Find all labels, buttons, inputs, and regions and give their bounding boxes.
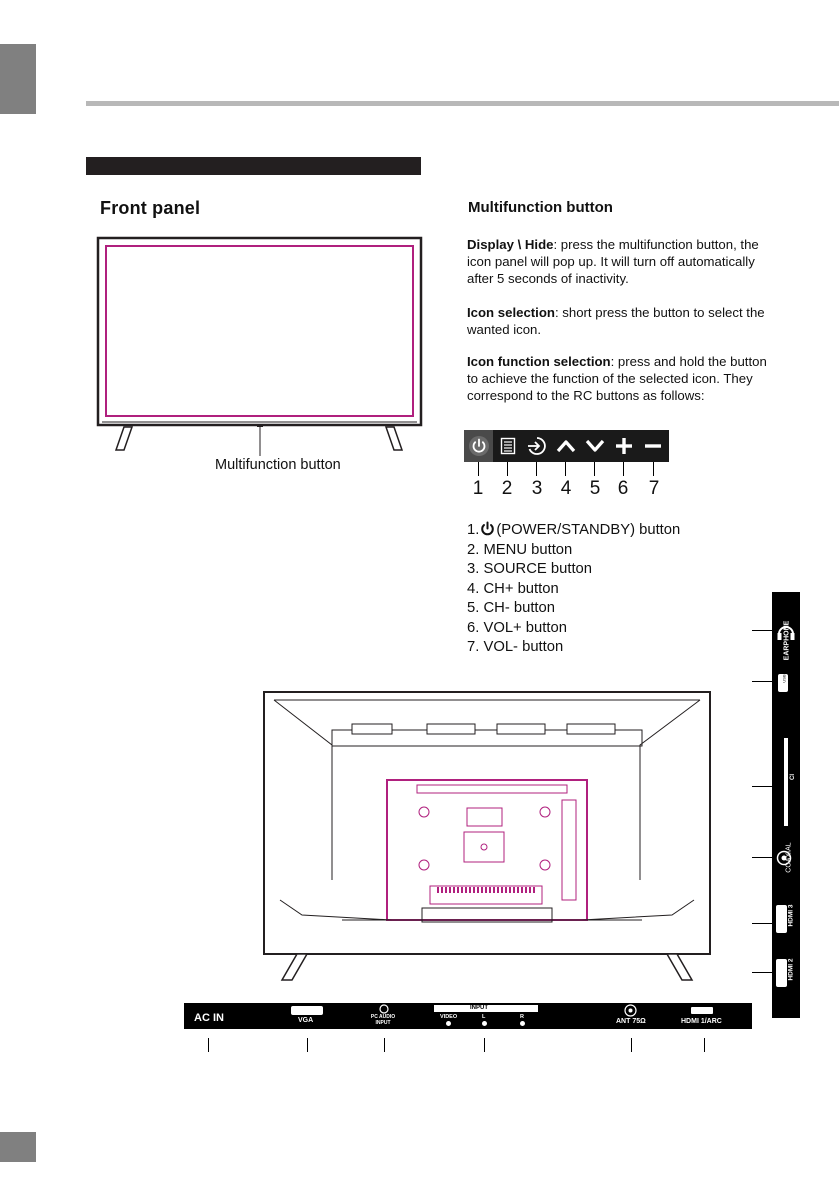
icon-number: 2 [501, 478, 513, 499]
icon-number: 4 [560, 478, 572, 499]
list-item: 1. (POWER/STANDBY) button [467, 522, 681, 538]
paragraph-text: : short press the button to select the wanted icon. [467, 305, 765, 337]
pc-audio-label: PC AUDIO INPUT [370, 1014, 396, 1026]
list-item: 4. CH+ button [467, 580, 559, 597]
port-pointer-line [752, 786, 772, 787]
icon-pointer-line [653, 462, 654, 476]
icon-pointer-line [536, 462, 537, 476]
button-function-list [467, 521, 680, 658]
source-icon [522, 430, 551, 462]
icon-pointer-line [594, 462, 595, 476]
hdmi3-port [776, 905, 787, 933]
port-pointer-line [307, 1038, 308, 1052]
paragraph-text: : press the multifunction button, the icon panel will pop up. It will turn off automatically after 5 seconds of inactivity. [467, 237, 759, 286]
icon-pointer-line [623, 462, 624, 476]
vga-port [291, 1006, 323, 1015]
power-icon [480, 521, 495, 536]
page-side-tab-bottom [0, 1132, 36, 1162]
input-label: INPUT [470, 1005, 488, 1011]
coaxial-label: COAXIAL [785, 842, 793, 873]
audio-r-jack [520, 1021, 525, 1026]
header-rule [86, 101, 839, 106]
list-item: 7. VOL- button [467, 639, 564, 655]
antenna-port-icon [624, 1004, 637, 1017]
icon-number: 3 [531, 478, 543, 499]
audio-l-jack [482, 1021, 487, 1026]
paragraph-icon-selection [467, 304, 777, 338]
icon-pointer-line [507, 462, 508, 476]
minus-icon [638, 430, 667, 462]
r-label: R [520, 1014, 524, 1020]
plus-icon [609, 430, 638, 462]
bottom-port-panel [184, 1003, 752, 1029]
list-item: 2. MENU button [467, 541, 573, 558]
hdmi1-label: HDMI 1/ARC [681, 1018, 722, 1025]
paragraph-term: Display \ Hide [467, 237, 554, 252]
earphone-label: EARPHONE [783, 620, 791, 661]
tv-front-illustration [96, 236, 426, 456]
port-pointer-line [704, 1038, 705, 1052]
page-side-tab-top [0, 44, 36, 114]
pc-audio-port-icon [379, 1004, 389, 1014]
paragraph-icon-function [467, 353, 777, 404]
port-pointer-line [752, 681, 772, 682]
hdmi2-label: HDMI 2 [787, 958, 795, 981]
paragraph-display-hide [467, 236, 777, 287]
port-pointer-line [752, 972, 772, 973]
port-pointer-line [484, 1038, 485, 1052]
ci-label: CI [790, 774, 796, 780]
port-pointer-line [208, 1038, 209, 1052]
port-pointer-line [752, 857, 772, 858]
port-pointer-line [631, 1038, 632, 1052]
paragraph-term: Icon selection [467, 305, 555, 320]
port-pointer-line [384, 1038, 385, 1052]
tv-rear-illustration [262, 690, 714, 990]
section-title-bar [86, 157, 421, 175]
power-icon [464, 430, 493, 462]
menu-icon [493, 430, 522, 462]
hdmi2-port [776, 959, 787, 987]
icon-number: 7 [648, 478, 660, 499]
paragraph-term: Icon function selection [467, 354, 611, 369]
ci-slot [784, 738, 788, 826]
hdmi1-port [691, 1007, 713, 1014]
icon-number: 6 [617, 478, 629, 499]
chevron-down-icon [580, 430, 609, 462]
list-item: 3. SOURCE button [467, 561, 593, 577]
icon-panel [464, 430, 669, 462]
multifunction-heading: Multifunction button [468, 199, 613, 216]
usb-label: USB [781, 674, 787, 683]
icon-number: 1 [472, 478, 484, 499]
ac-in-label: AC IN [194, 1012, 224, 1024]
paragraph-text: : press and hold the button to achieve the function of the selected icon. They correspond to the RC buttons as follows: [467, 354, 767, 403]
icon-number: 5 [589, 478, 601, 499]
l-label: L [482, 1014, 486, 1020]
icon-pointer-line [565, 462, 566, 476]
video-label: VIDEO [440, 1014, 458, 1020]
list-item: 5. CH- button [467, 600, 556, 616]
list-item: 6. VOL+ button [467, 619, 567, 636]
port-pointer-line [752, 630, 772, 631]
vga-label: VGA [298, 1017, 314, 1024]
hdmi3-label: HDMI 3 [787, 904, 795, 927]
chevron-up-icon [551, 430, 580, 462]
front-panel-heading: Front panel [100, 198, 201, 218]
tv-caption: Multifunction button [215, 457, 341, 473]
port-pointer-line [752, 923, 772, 924]
ant-label: ANT 75Ω [616, 1018, 646, 1025]
icon-pointer-line [478, 462, 479, 476]
video-jack [446, 1021, 451, 1026]
side-port-panel [772, 592, 800, 1018]
